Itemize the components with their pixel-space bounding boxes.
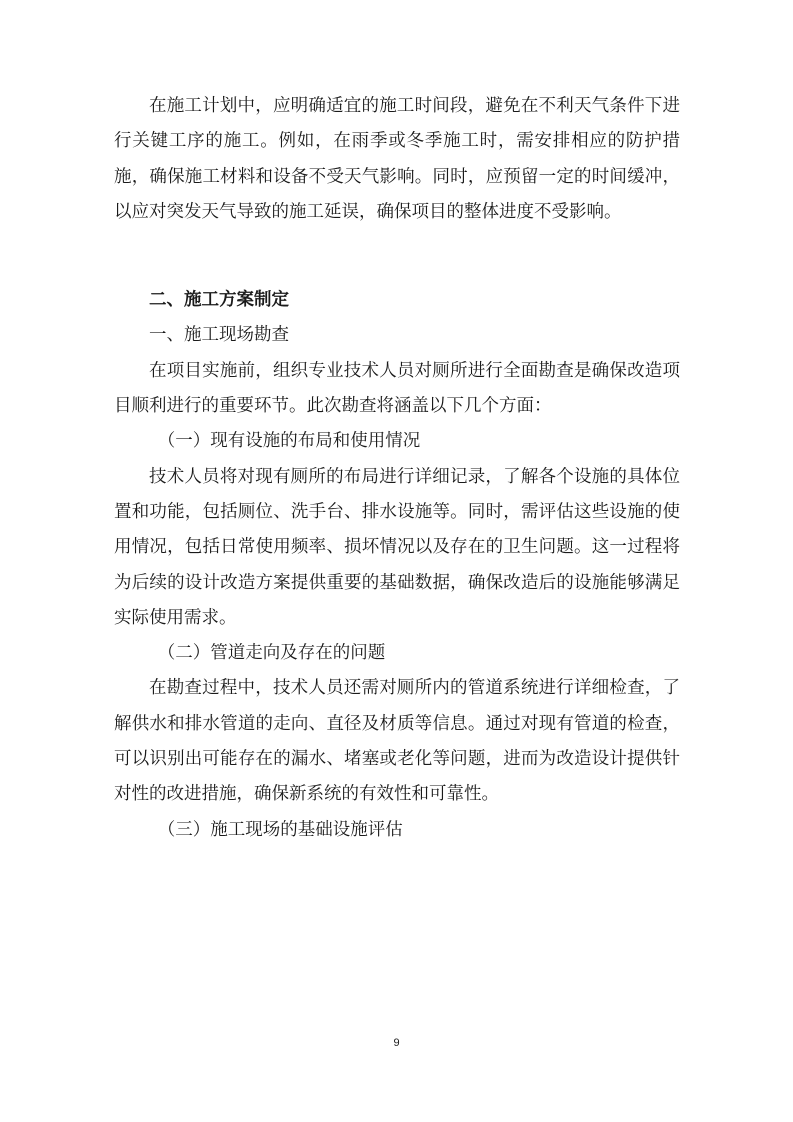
item-heading-infrastructure: （三）施工现场的基础设施评估 bbox=[157, 819, 403, 840]
item-heading-pipes: （二）管道走向及存在的问题 bbox=[157, 643, 386, 664]
paragraph-layout-usage: 技术人员将对现有厕所的布局进行详细记录，了解各个设施的具体位置和功能，包括厕位、洗手台、排水设施等。同时，需评估这些设施的使用情况，包括日常使用频率、损坏情况以及存在的卫生问题。这一过程将为后续的设计改造方案提供重要的基础数据，确保改造后的设施能够满足实际使用需求。 bbox=[114, 466, 680, 628]
section-heading: 二、施工方案制定 bbox=[149, 290, 289, 311]
page-number: 9 bbox=[393, 1037, 400, 1049]
section-spacer bbox=[114, 230, 680, 283]
paragraph-construction-timing: 在施工计划中，应明确适宜的施工时间段，避免在不利天气条件下进行关键工序的施工。例如，在雨季或冬季施工时，需安排相应的防护措施，确保施工材料和设备不受天气影响。同时，应预留一定的时间缓冲，以应对突发天气导致的施工延误，确保项目的整体进度不受影响。 bbox=[114, 96, 680, 222]
subsection-heading: 一、施工现场勘查 bbox=[149, 325, 289, 346]
paragraph-pipe-inspection: 在勘查过程中，技术人员还需对厕所内的管道系统进行详细检查，了解供水和排水管道的走向、直径及材质等信息。通过对现有管道的检查，可以识别出可能存在的漏水、堵塞或老化等问题，进而为改造设计提供针对性的改进措施，确保新系统的有效性和可靠性。 bbox=[114, 678, 680, 805]
paragraph-site-survey-intro: 在项目实施前，组织专业技术人员对厕所进行全面勘查是确保改造项目顺利进行的重要环节。此次勘查将涵盖以下几个方面： bbox=[114, 360, 680, 417]
item-heading-layout: （一）现有设施的布局和使用情况 bbox=[157, 431, 421, 452]
page-content bbox=[114, 89, 680, 848]
